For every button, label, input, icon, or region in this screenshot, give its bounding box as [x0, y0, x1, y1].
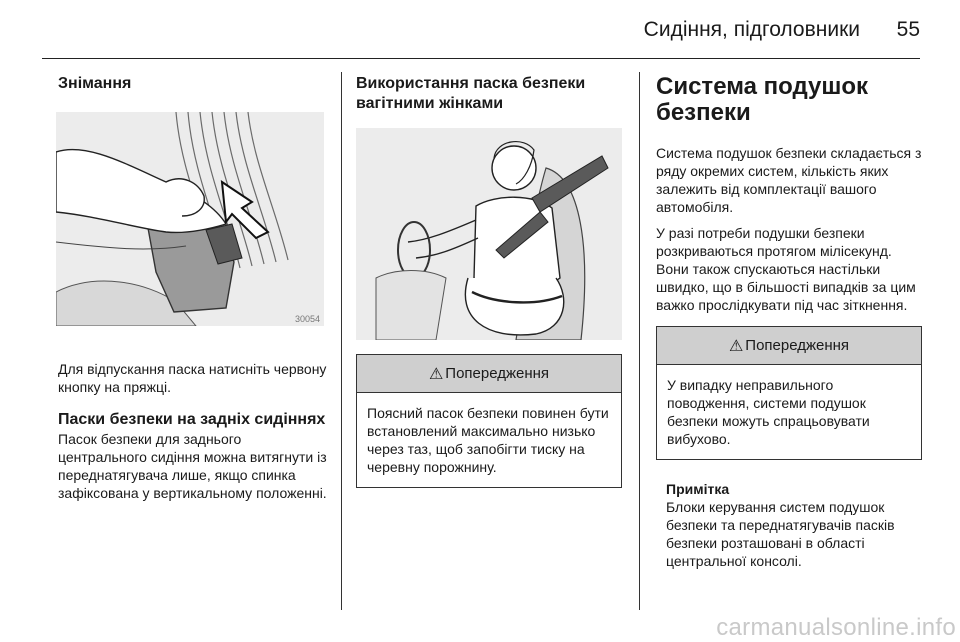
column-separator-2 [639, 72, 640, 610]
pregnant-woman-illustration [356, 128, 622, 340]
warning-header [657, 327, 921, 365]
warning-triangle-icon: ⚠ [428, 365, 444, 383]
watermark: carmanualsonline.info [716, 614, 956, 641]
airbag-deploy-text: У разі потреби подушки безпеки розкриваються протягом мілісекунд. Вони також спускаються настільки швидко, що в більшості випадків за цим важко прослідкувати під час зіткнення. [656, 225, 916, 313]
note-block [656, 480, 922, 570]
section-heading-airbag-system: Система подушок безпеки [656, 73, 869, 126]
column-separator-1 [341, 72, 342, 610]
warning-text: У випадку неправильного поводження, системи подушок безпеки можуть спрацьовувати вибухово. [667, 377, 870, 447]
release-instruction: Для відпускання паска натисніть червону кнопку на пряжці. [58, 361, 327, 395]
warning-triangle-icon: ⚠ [728, 337, 744, 355]
pregnant-woman-drawing [356, 128, 622, 340]
column-3 [656, 74, 922, 570]
airbag-intro-text: Система подушок безпеки складається з ряду окремих систем, кількість яких залежить від комплектації вашого автомобіля. [656, 145, 922, 215]
note-title: Примітка [666, 481, 730, 497]
column-2 [356, 74, 622, 488]
header-title: Сидіння, підголовники [643, 18, 860, 41]
section-heading-removal: Знімання [58, 75, 132, 92]
page-header [42, 14, 920, 58]
buckle-hand-drawing [56, 112, 324, 326]
warning-title: Попередження [745, 337, 850, 354]
header-rule [42, 58, 920, 59]
figure-number: 30054 [294, 314, 320, 324]
buckle-release-illustration [56, 112, 324, 326]
section-heading-pregnant-use: Використання паска безпеки вагітними жінками [356, 75, 586, 112]
note-text: Блоки керування систем подушок безпеки та переднатягувачів пасків безпеки розташовані в області центральної консолі. [666, 499, 895, 569]
warning-box-airbag [656, 326, 922, 460]
section-heading-rear-seat-belts: Паски безпеки на задніх сидіннях [58, 411, 326, 428]
page-number: 55 [896, 18, 920, 41]
column-1 [58, 74, 330, 502]
warning-title: Попередження [445, 365, 550, 382]
warning-box-lap-belt [356, 354, 622, 488]
rear-seat-belt-text: Пасок безпеки для заднього центрального сидіння можна витягнути із переднатягувача лише, якщо спинка зафіксована у вертикальному положенні. [58, 431, 327, 501]
warning-text: Поясний пасок безпеки повинен бути встановлений максимально низько через таз, щоб запобігти тиску на черевну порожнину. [367, 405, 609, 475]
warning-header [357, 355, 621, 393]
